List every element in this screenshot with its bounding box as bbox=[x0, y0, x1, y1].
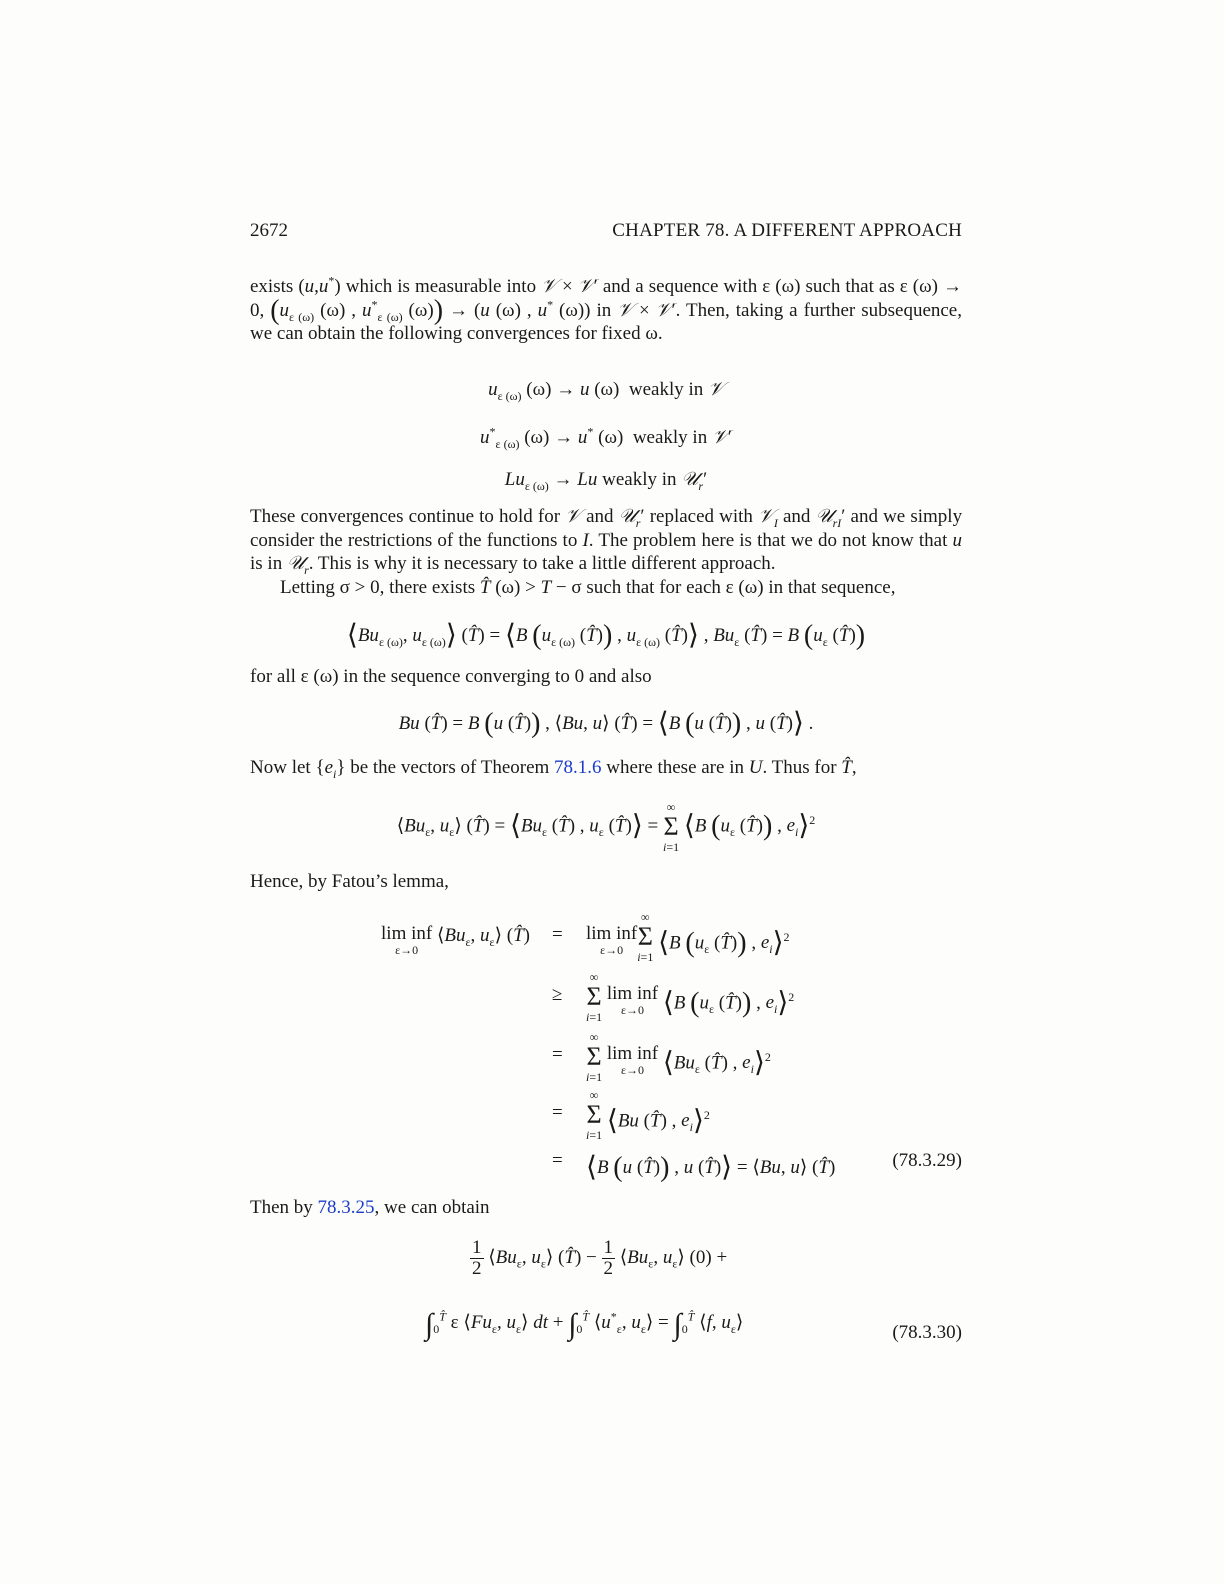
chapter-title: CHAPTER 78. A DIFFERENT APPROACH bbox=[612, 220, 962, 241]
equation-convergence-1: $u_{\varepsilon (\omega)}$ (ω) → u (ω) weakly in 𝒱 bbox=[488, 378, 724, 403]
page-number: 2672 bbox=[250, 220, 288, 241]
equation-link[interactable]: 78.3.25 bbox=[317, 1197, 375, 1218]
fatou-row-4: = ∞ Σ i=1 ⟨Bu (T̂) , $e_i⟩^2$ bbox=[552, 1088, 710, 1142]
equation-number-29: (78.3.29) bbox=[892, 1150, 962, 1171]
equation-Bu-identity: Bu (T̂) = B (u (T̂)) , ⟨Bu, u⟩ (T̂) = ⟨B (u (T̂)) , u (T̂)⟩ . bbox=[398, 708, 814, 739]
paragraph-7: Then by 78.3.25, we can obtain bbox=[250, 1197, 490, 1218]
fatou-row-2: ≥ ∞ Σ i=1 lim inf ε→0 ⟨B ($u_\varepsilon$ (T̂)) , $e_i⟩^2$ bbox=[552, 970, 795, 1024]
fatou-row-3: = ∞ Σ i=1 lim inf ε→0 $⟨Bu_\varepsilon$ (T̂) , $e_i⟩^2$ bbox=[552, 1030, 771, 1084]
theorem-link[interactable]: 78.1.6 bbox=[554, 757, 602, 778]
paragraph-4: for all ε (ω) in the sequence converging to 0 and also bbox=[250, 666, 652, 687]
fatou-row-5: = ⟨B (u (T̂)) , u (T̂)⟩ = ⟨Bu, u⟩ (T̂) (78.3.29) bbox=[552, 1150, 962, 1183]
equation-energy-line-2: $\int_0^{T̂}$ ε $⟨Fu_\varepsilon$, $u_\varepsilon⟩$ dt + $\int_0^{T̂}$ $⟨u^*_\varepsilon$, $u_\varepsilon⟩ = \int_0^{T̂}$ ⟨f, $u_\varepsilon⟩$ (78.3.30) bbox=[425, 1308, 962, 1343]
paragraph-6: Hence, by Fatou’s lemma, bbox=[250, 871, 449, 892]
paragraph-5: Now let $\{e_i\}$ be the vectors of Theorem 78.1.6 where these are in U. Thus for T̂, bbox=[250, 757, 857, 781]
equation-convergence-2: $u^*_{\varepsilon (\omega)}$ (ω) → u* (ω) weakly in 𝒱′ bbox=[480, 424, 732, 451]
equation-number-30: (78.3.30) bbox=[892, 1322, 962, 1343]
equation-sum-expansion: $⟨Bu_\varepsilon$, $u_\varepsilon⟩$ (T̂) = $⟨Bu_\varepsilon$ (T̂) , $u_\varepsilon$ (T̂)⟩ = ∞ Σ i=1 ⟨B ($u_\varepsilon$ (T̂)) , $e_i⟩^2$ bbox=[396, 800, 816, 854]
paragraph-2: These convergences continue to hold for 𝒱 and 𝒰$_r$′ replaced with 𝒱$_I$ and 𝒰$_{rI}$′ and we simply consider the restrictions of the functions to I. The problem here is that we do not know that u is in 𝒰$_r$. This is why it is necessary to take a little different approach. bbox=[250, 505, 963, 577]
paragraph-1: exists (u,u*) which is measurable into 𝒱 × 𝒱′ and a sequence with ε (ω) such that as ε (ω) → 0, ($u_{\varepsilon (\omega)}$ (ω) , $u^*_{\varepsilon (\omega)}$ (ω)) → (u (ω) , u* (ω)) in 𝒱 × 𝒱′. Then, taking a further subsequence, we can obtain the following convergences for fixed ω. bbox=[250, 273, 963, 344]
paragraph-3: Letting σ > 0, there exists T̂ (ω) > T − σ such that for each ε (ω) in that sequence, bbox=[280, 577, 896, 598]
fatou-row-1: lim inf ε→0 $⟨Bu_\varepsilon$, $u_\varepsilon⟩$ (T̂) = lim inf ε→0 ∞ Σ i=1 ⟨B ($u_\varepsilon$ (T̂)) , $e_i⟩^2$ bbox=[381, 910, 790, 964]
equation-convergence-3: $Lu_{\varepsilon (\omega)} \to Lu$ weakly in 𝒰$_r$′ bbox=[504, 468, 708, 493]
equation-B-identity: $⟨Bu_{\varepsilon (\omega)}$, $u_{\varepsilon (\omega)}⟩$ (T̂) = ⟨B ($u_{\varepsilon (\omega)}$ (T̂)) , $u_{\varepsilon (\omega)}$ (T̂)⟩ , $Bu_\varepsilon$ (T̂) = B ($u_\varepsilon$ (T̂)) bbox=[346, 620, 866, 651]
equation-energy-line-1: $\frac{1}{2}$ $⟨Bu_\varepsilon$, $u_\varepsilon⟩$ (T̂) − $\frac{1}{2}$ $⟨Bu_\varepsilon$, $u_\varepsilon⟩$ (0) + bbox=[472, 1237, 728, 1279]
